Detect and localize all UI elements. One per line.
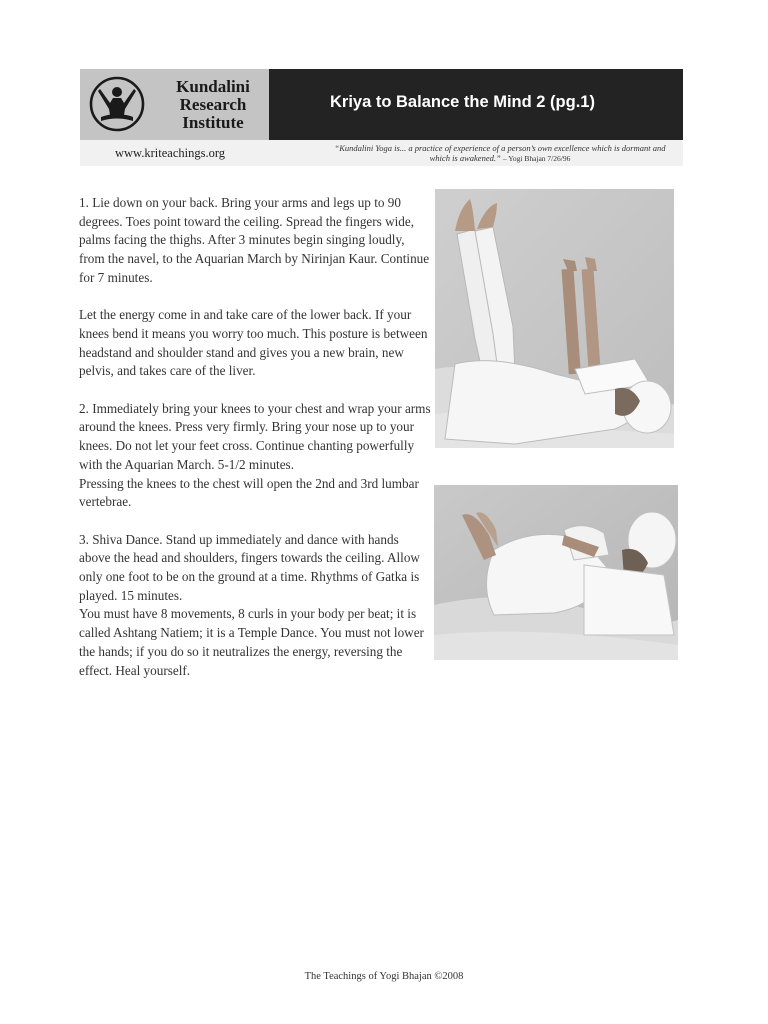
pose-knees-to-chest-photo — [434, 485, 678, 660]
paragraph-step-3-note: You must have 8 movements, 8 curls in your body per beat; it is called Ashtang Natiem; it is a Temple Dance. You must not lower the hands; if you do so it neutralizes the energy, reversing the effect. Heal yourself. — [79, 606, 424, 678]
pose-legs-arms-up-photo — [435, 189, 674, 448]
instructions-text — [79, 194, 431, 699]
website-link[interactable]: www.kriteachings.org — [115, 146, 226, 160]
yogi-figure-icon — [88, 75, 146, 133]
subheader-bar — [80, 140, 683, 166]
header-banner — [80, 69, 683, 140]
header-logo-panel — [80, 69, 269, 140]
header-quote — [330, 143, 670, 164]
paragraph-step-2: 2. Immediately bring your knees to your chest and wrap your arms around the knees. Press very firmly. Bring your nose up to your knees. Do not let your feet cross. Continue chanting powerfully with the Aquarian March. 5-1/2 minutes. — [79, 400, 431, 472]
quote-attribution: – Yogi Bhajan 7/26/96 — [502, 154, 571, 163]
paragraph-step-1-note: Let the energy come in and take care of the lower back. If your knees bend it means you worry too much. This posture is between headstand and shoulder stand and gives you a new brain, new pelvis, and takes care of the liver. — [79, 307, 428, 379]
page-title: Kriya to Balance the Mind 2 (pg.1) — [330, 93, 595, 111]
paragraph-step-3: 3. Shiva Dance. Stand up immediately and dance with hands above the head and shoulders, fingers towards the ceiling. Allow only one foot to be on the ground at a time. Rhythms of Gatka is played. 15 minutes. — [79, 531, 420, 603]
footer-copyright: The Teachings of Yogi Bhajan ©2008 — [304, 971, 464, 982]
org-name: Kundalini Research Institute — [176, 77, 250, 132]
paragraph-step-2-note: Pressing the knees to the chest will open the 2nd and 3rd lumbar vertebrae. — [79, 475, 419, 510]
quote-text: “Kundalini Yoga is... a practice of experience of a person’s own excellence which is dormant and which is awakened.” — [334, 143, 666, 163]
paragraph-step-1: 1. Lie down on your back. Bring your arms and legs up to 90 degrees. Toes point toward the ceiling. Spread the fingers wide, palms facing the thighs. After 3 minutes begin singing loudly, from the navel, to the Aquarian March by Nirinjan Kaur. Continue for 7 minutes. — [79, 195, 430, 285]
